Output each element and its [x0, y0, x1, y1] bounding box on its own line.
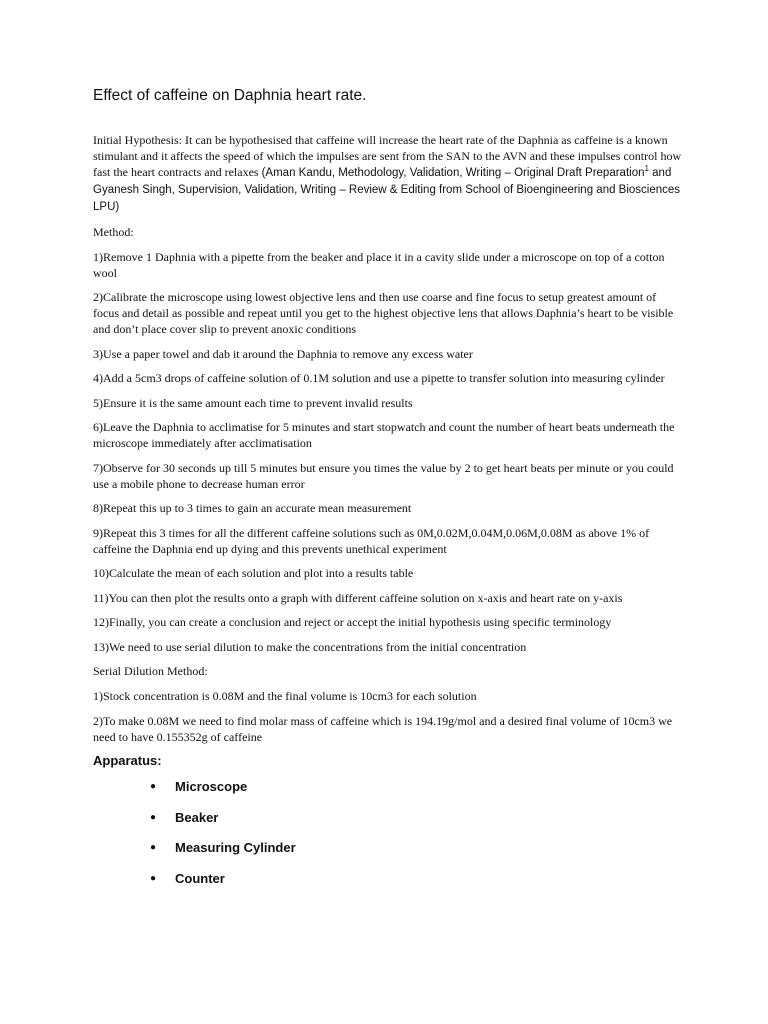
- citation-superscript: 1: [644, 164, 649, 174]
- method-step: 13)We need to use serial dilution to make the concentrations from the initial concentration: [93, 639, 527, 654]
- apparatus-item: [150, 871, 683, 902]
- bullet-icon: ●: [150, 872, 157, 884]
- hypothesis-paragraph: [93, 132, 683, 215]
- bullet-icon: ●: [150, 781, 157, 792]
- apparatus-item-label: Beaker: [175, 809, 219, 825]
- bullet-icon: ●: [150, 811, 157, 823]
- serial-dilution-label: Serial Dilution Method:: [93, 664, 208, 678]
- bullet-icon: ●: [150, 842, 157, 853]
- method-step: 5)Ensure it is the same amount each time to prevent invalid results: [93, 395, 413, 410]
- apparatus-heading: Apparatus:: [93, 753, 162, 768]
- citation-part-a: (Aman Kandu, Methodology, Validation, Writing – Original Draft Preparation: [261, 167, 645, 179]
- citation-part-b: and Gyanesh Singh, Supervision, Validation, Writing – Review & Editing from School of Bioengineering and Biosciences LPU): [93, 167, 681, 213]
- method-label: Method:: [93, 224, 134, 239]
- method-step: 3)Use a paper towel and dab it around the Daphnia to remove any excess water: [93, 346, 473, 361]
- apparatus-item-label: Microscope: [175, 779, 248, 794]
- apparatus-item: [150, 779, 683, 810]
- document-title: Effect of caffeine on Daphnia heart rate.: [93, 87, 367, 104]
- method-step: 11)You can then plot the results onto a graph with different caffeine solution on x-axis and heart rate on y-axis: [93, 590, 623, 605]
- method-step: 1)Remove 1 Daphnia with a pipette from the beaker and place it in a cavity slide under a microscope on top of a cotton wool: [93, 249, 665, 280]
- method-step: 12)Finally, you can create a conclusion and reject or accept the initial hypothesis using specific terminology: [93, 615, 612, 629]
- method-step: 7)Observe for 30 seconds up till 5 minutes but ensure you times the value by 2 to get heart beats per minute or you could use a mobile phone to decrease human error: [93, 460, 674, 491]
- method-step: 9)Repeat this 3 times for all the different caffeine solutions such as 0M,0.02M,0.04M,0.06M,0.08M as above 1% of caffeine the Daphnia end up dying and this prevents unethical experiment: [93, 525, 650, 556]
- method-step: 4)Add a 5cm3 drops of caffeine solution of 0.1M solution and use a pipette to transfer solution into measuring cylinder: [93, 371, 665, 385]
- apparatus-item-label: Measuring Cylinder: [175, 840, 296, 855]
- apparatus-item: [150, 810, 683, 841]
- apparatus-item-label: Counter: [175, 870, 225, 886]
- hypothesis-text: Initial Hypothesis: It can be hypothesised that caffeine will increase the heart rate of the Daphnia as caffeine is a known stimulant and it affects the speed of which the impulses are sent from the SAN to the AVN and these impulses control how fast the heart contracts and relaxes: [93, 133, 682, 179]
- serial-dilution-step: 2)To make 0.08M we need to find molar mass of caffeine which is 194.19g/mol and a desired final volume of 10cm3 we need to have 0.155352g of caffeine: [93, 713, 673, 744]
- method-step: 10)Calculate the mean of each solution and plot into a results table: [93, 566, 414, 580]
- apparatus-item: [150, 840, 683, 871]
- document-body: [93, 132, 683, 901]
- method-step: 2)Calibrate the microscope using lowest objective lens and then use coarse and fine focus to setup greatest amount of focus and detail as possible and repeat until you get to the highest objective lens that allows Daphnia’s heart to be visible and don’t place cover slip to prevent anoxic conditions: [93, 290, 674, 336]
- method-step: 8)Repeat this up to 3 times to gain an accurate mean measurement: [93, 501, 412, 515]
- method-step: 6)Leave the Daphnia to acclimatise for 5 minutes and start stopwatch and count the number of heart beats underneath the microscope immediately after acclimatisation: [93, 420, 675, 450]
- serial-dilution-step: 1)Stock concentration is 0.08M and the final volume is 10cm3 for each solution: [93, 689, 477, 703]
- apparatus-list: [93, 779, 683, 901]
